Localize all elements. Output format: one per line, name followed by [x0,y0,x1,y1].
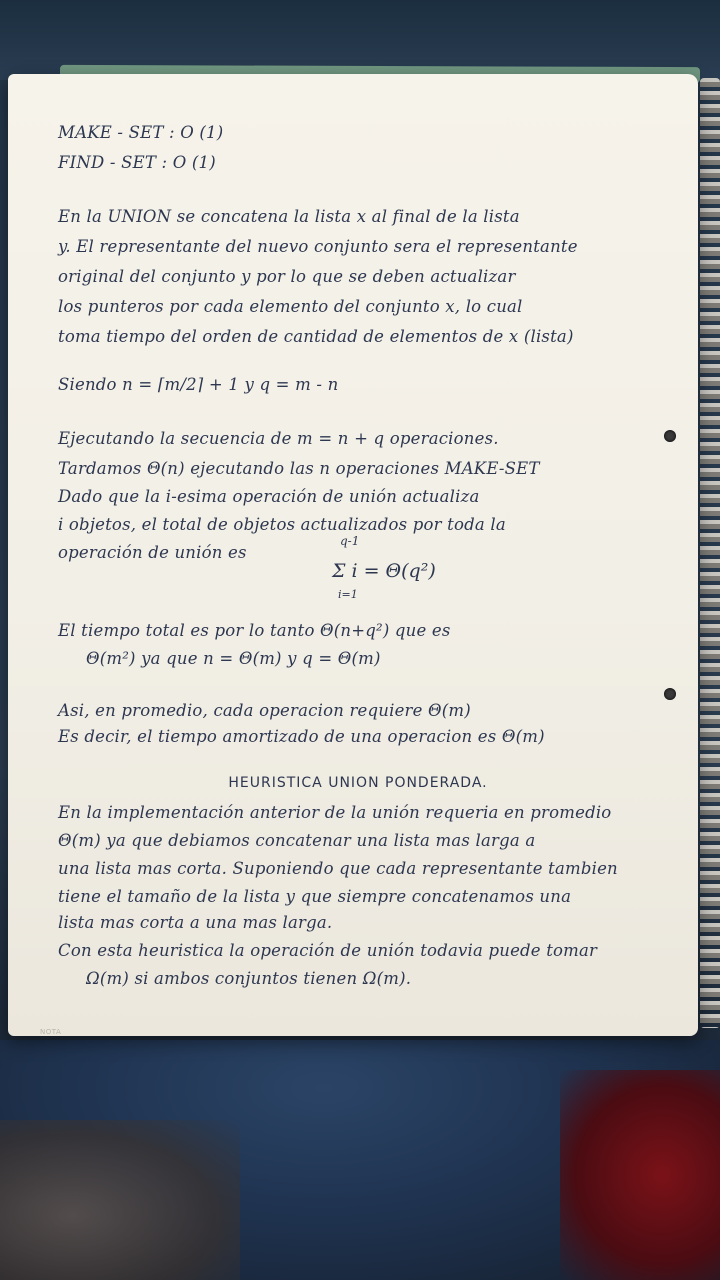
para1-line: En la UNION se concatena la lista x al final de la lista [58,207,520,226]
sum-formula: Σ i = Θ(q²) [332,560,436,582]
para5-line: En la implementación anterior de la unión requeria en promedio [58,803,612,822]
para5-line: Θ(m) ya que debiamos concatenar una lista mas larga a [58,831,536,850]
para2-line: Tardamos Θ(n) ejecutando las n operaciones MAKE-SET [58,459,540,478]
para1-line: original del conjunto y por lo que se deben actualizar [58,267,516,286]
para1-line: y. El representante del nuevo conjunto sera el representante [58,237,578,256]
para5-line: Con esta heuristica la operación de unión todavia puede tomar [58,941,598,960]
sum-lower-limit: i=1 [338,588,358,601]
para3-line: El tiempo total es por lo tanto Θ(n+q²) que es [58,621,451,640]
para2-line: Ejecutando la secuencia de m = n + q operaciones. [58,429,499,448]
para2-line: operación de unión es [58,543,247,562]
make-set-line: MAKE - SET : O (1) [58,123,224,142]
background-red-cloth [560,1070,720,1280]
para2-line: i objetos, el total de objetos actualizados por toda la [58,515,506,534]
para1-line: los punteros por cada elemento del conjunto x, lo cual [58,297,523,316]
para3-line: Θ(m²) ya que n = Θ(m) y q = Θ(m) [86,649,381,668]
sum-upper-limit: q-1 [340,534,360,548]
para5-line: tiene el tamaño de la lista y que siempre concatenamos una [58,887,572,906]
notebook-spiral [700,78,720,1028]
background-floor [0,1120,240,1280]
para1-line: toma tiempo del orden de cantidad de elementos de x (lista) [58,327,574,346]
para5-line: lista mas corta a una mas larga. [58,913,333,932]
para5-line: una lista mas corta. Suponiendo que cada representante tambien [58,859,618,878]
para2-line: Dado que la i-esima operación de unión actualiza [58,487,480,506]
para4-line: Es decir, el tiempo amortizado de una operacion es Θ(m) [58,727,545,746]
notebook-brand: NOTA [40,1028,62,1036]
section-heading: HEURISTICA UNION PONDERADA. [228,775,488,791]
find-set-line: FIND - SET : O (1) [58,153,216,172]
para5-line: Ω(m) si ambos conjuntos tienen Ω(m). [86,969,412,988]
punch-hole [664,688,676,700]
siendo-line: Siendo n = ⌈m/2⌉ + 1 y q = m - n [58,375,339,394]
para4-line: Asi, en promedio, cada operacion requiere Θ(m) [58,701,471,720]
